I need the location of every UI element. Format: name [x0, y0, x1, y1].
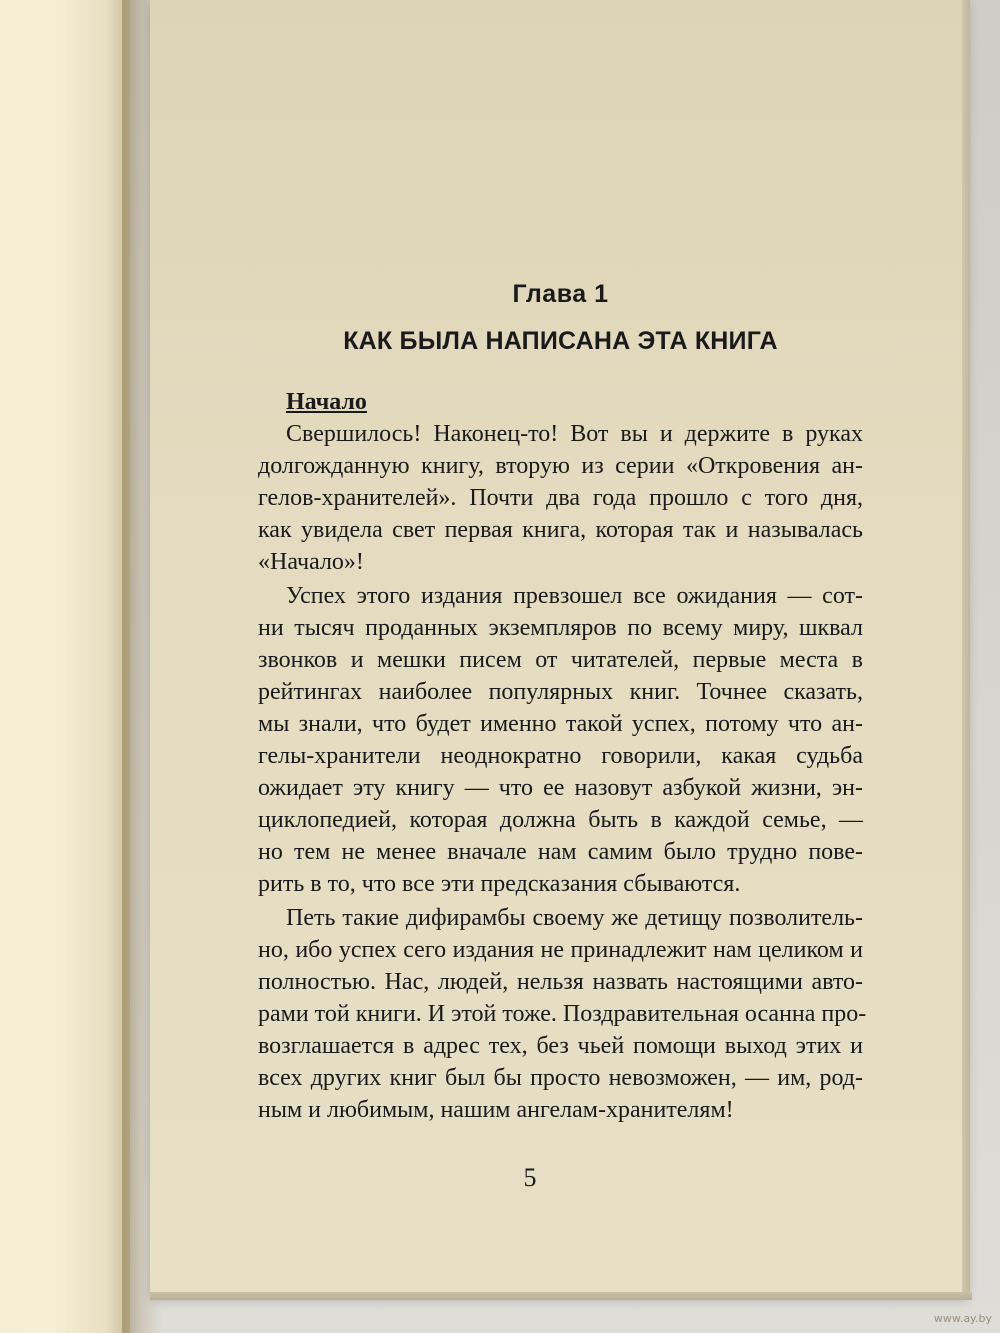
text-line: рейтингах наиболее популярных книг. Точнее сказать, — [258, 679, 863, 705]
paragraph — [258, 418, 863, 578]
page-content — [258, 280, 867, 1126]
paragraph — [258, 580, 863, 900]
text-line: циклопедией, которая должна быть в каждой семье, — — [258, 807, 863, 833]
text-line: полностью. Нас, людей, нельзя назвать настоящими авто- — [258, 969, 863, 995]
page-number: 5 — [523, 1163, 537, 1192]
text-line: но, ибо успех сего издания не принадлежит нам целиком и — [258, 937, 863, 963]
text-line: рами той книги. И этой тоже. Поздравительная осанна про- — [258, 1001, 867, 1027]
paragraph — [258, 902, 867, 1126]
text-line: но тем не менее вначале нам самим было трудно пове- — [258, 839, 863, 865]
text-line: «Начало»! — [258, 549, 364, 575]
section-heading: Начало — [286, 389, 367, 415]
page-bottom-edge — [150, 1292, 972, 1300]
text-line: долгожданную книгу, вторую из серии «Откровения ан- — [258, 453, 863, 479]
text-line: ни тысяч проданных экземпляров по всему миру, шквал — [258, 615, 863, 641]
text-line: Свершилось! Наконец-то! Вот вы и держите в руках — [286, 421, 863, 447]
text-line: ожидает эту книгу — что ее назовут азбукой жизни, эн- — [258, 775, 863, 801]
text-line: всех других книг был бы просто невозможен, — им, род- — [258, 1065, 863, 1091]
text-line: гелы-хранители неоднократно говорили, какая судьба — [258, 743, 863, 769]
text-line: рить в то, что все эти предсказания сбываются. — [258, 871, 741, 897]
page-edge — [962, 0, 970, 1295]
text-line: звонков и мешки писем от читателей, первые места в — [258, 647, 863, 673]
text-line: Успех этого издания превзошел все ожидания — сот- — [286, 583, 863, 609]
text-line: гелов-хранителей». Почти два года прошло с того дня, — [258, 485, 863, 511]
text-line: Петь такие дифирамбы своему же детищу позволитель- — [286, 905, 863, 931]
facing-page — [0, 0, 130, 1333]
watermark: www.ay.by — [933, 1312, 992, 1325]
text-line: как увидела свет первая книга, которая так и называлась — [258, 517, 863, 543]
body-text — [258, 418, 867, 1126]
text-line: мы знали, что будет именно такой успех, потому что ан- — [258, 711, 863, 737]
text-line: ным и любимым, нашим ангелам-хранителям! — [258, 1097, 734, 1123]
text-line: возглашается в адрес тех, без чьей помощи выход этих и — [258, 1033, 863, 1059]
chapter-title: КАК БЫЛА НАПИСАНА ЭТА КНИГА — [343, 327, 778, 355]
chapter-number: Глава 1 — [512, 280, 609, 308]
